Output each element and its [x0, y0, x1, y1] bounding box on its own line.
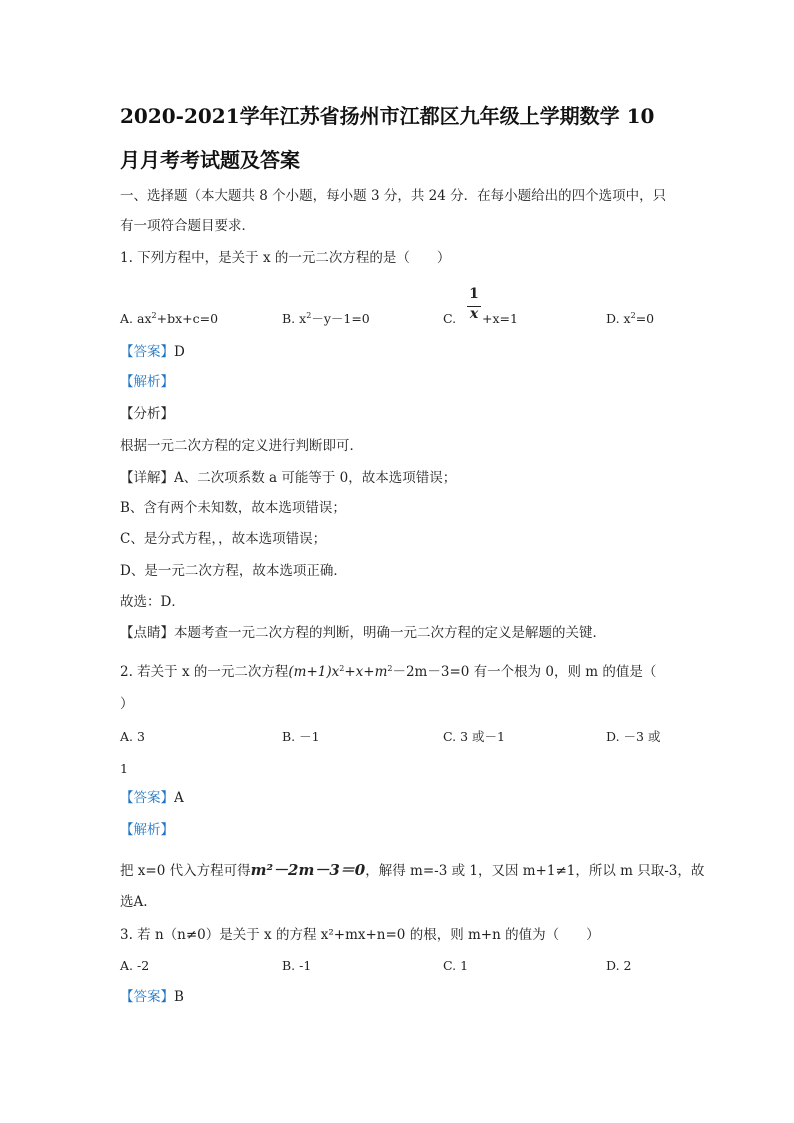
q2-solution-line-1: 把 x=0 代入方程可得m²－2m－3＝0，解得 m=-3 或 1，又因 m+1≠1，所以 m 只取-3，故: [120, 861, 705, 879]
q3-option-c: C. 1: [443, 958, 469, 973]
q2-analysis-tag: 【解析】: [120, 822, 174, 838]
document-title-line-1: 2020-2021学年江苏省扬州市江都区九年级上学期数学 10: [120, 104, 655, 128]
q1-fenxi-text: 根据一元二次方程的定义进行判断即可．: [120, 438, 363, 454]
document-title-line-2: 月月考考试题及答案: [120, 148, 300, 172]
q1-fenxi-tag: 【分析】: [120, 406, 174, 422]
q1-option-b: B. $x^2-y-1=0$: [282, 311, 370, 326]
q3-option-a: A. -2: [120, 958, 150, 973]
q1-option-c-denominator: x: [469, 306, 479, 322]
q2-option-b: B. －1: [282, 729, 320, 744]
q1-option-c: C.: [443, 311, 457, 326]
q1-detail-3: C、是分式方程，，故本选项错误；: [120, 531, 327, 547]
q1-analysis-tag: 【解析】: [120, 374, 174, 390]
q2-option-a: A. 3: [120, 729, 145, 744]
q1-detail-2: B、含有两个未知数，故本选项错误；: [120, 500, 346, 516]
q1-answer: 【答案】D: [120, 344, 185, 360]
q2-solution-line-2: 选A.: [120, 894, 148, 910]
q1-dianjing: 【点睛】本题考查一元二次方程的判断，明确一元二次方程的定义是解题的关键．: [120, 625, 606, 641]
q3-stem: 3. 若 n（n≠0）是关于 x 的方程 x²+mx+n=0 的根，则 m+n 的值为（ ）: [120, 927, 600, 943]
q1-detail-1: 【详解】A、二次项系数 a 可能等于 0，故本选项错误；: [120, 470, 457, 486]
q2-option-d-cont: 1: [120, 761, 128, 776]
q1-option-a: A. $ax^2+bx+c=0$: [120, 311, 219, 326]
q1-option-d: D. $x^2=0$: [606, 311, 655, 326]
q2-answer: 【答案】A: [120, 790, 184, 806]
q3-option-b: B. -1: [282, 958, 312, 973]
q1-detail-4: D、是一元二次方程，故本选项正确．: [120, 563, 347, 579]
q1-choose: 故选：D．: [120, 594, 185, 610]
q2-option-c: C. 3 或－1: [443, 729, 505, 744]
q1-stem: 1. 下列方程中，是关于 x 的一元二次方程的是（ ）: [120, 250, 451, 266]
q2-stem-close: ）: [120, 696, 134, 712]
q2-option-d: D. －3 或: [606, 729, 661, 744]
section-heading-line-1: 一、选择题（本大题共 8 个小题，每小题 3 分，共 24 分．在每小题给出的四个选项中，只: [120, 188, 667, 204]
q1-option-c-rest: +x=1: [482, 311, 518, 326]
q2-stem: 2. 若关于 x 的一元二次方程$(m+1)x^2+x+m^2-2m-3=0$ 有一个根为 0，则 m 的值是（: [120, 664, 657, 680]
q1-option-c-numerator: 1: [469, 286, 479, 302]
section-heading-line-2: 有一项符合题目要求．: [120, 218, 255, 234]
q3-option-d: D. 2: [606, 958, 632, 973]
q3-answer: 【答案】B: [120, 989, 184, 1005]
